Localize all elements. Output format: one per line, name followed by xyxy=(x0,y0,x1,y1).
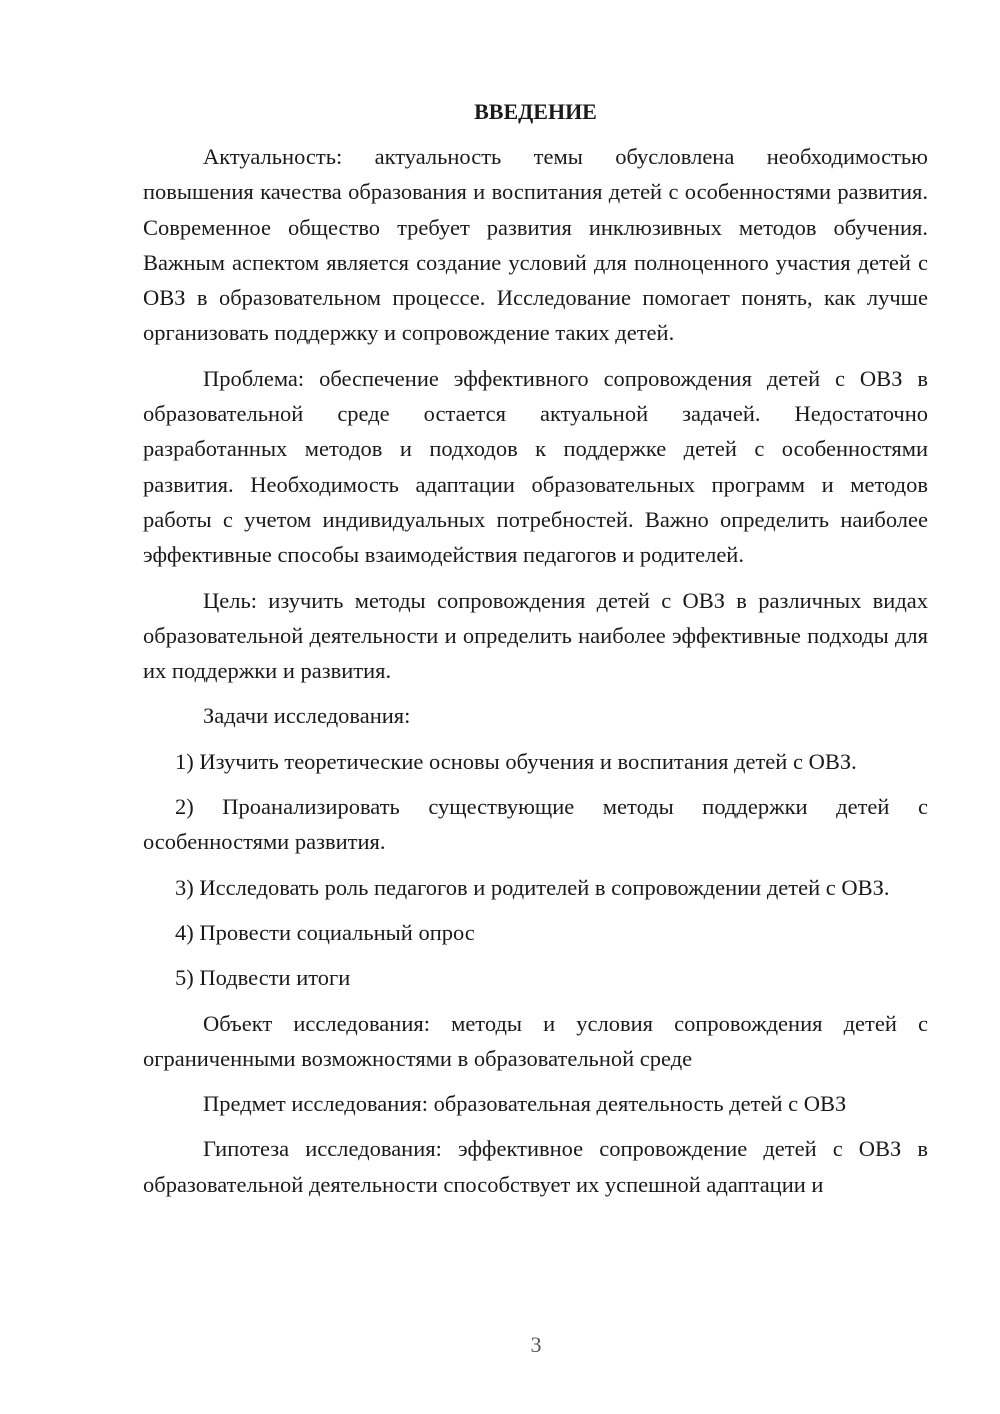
paragraph-object: Объект исследования: методы и условия сопровождения детей с ограниченными возможностями в образовательной среде xyxy=(143,1010,928,1071)
list-item: 4) Провести социальный опрос xyxy=(175,919,475,945)
paragraph-goal: Цель: изучить методы сопровождения детей с ОВЗ в различных видах образовательной деятельности и определить наиболее эффективные подходы для их поддержки и развития. xyxy=(143,587,928,684)
list-item: 1) Изучить теоретические основы обучения и воспитания детей с ОВЗ. xyxy=(175,748,857,774)
list-item: 2) Проанализировать существующие методы поддержки детей с особенностями развития. xyxy=(143,794,928,855)
list-item: 3) Исследовать роль педагогов и родителей в сопровождении детей с ОВЗ. xyxy=(175,874,890,900)
paragraph-relevance: Актуальность: актуальность темы обусловлена необходимостью повышения качества образования и воспитания детей с особенностями развития. Современное общество требует развития инклюзивных методов обучения. Важным аспектом является создание условий для полноценного участия детей с ОВЗ в образовательном процессе. Исследование помогает понять, как лучше организовать поддержку и сопровождение таких детей. xyxy=(143,144,928,346)
paragraph-problem: Проблема: обеспечение эффективного сопровождения детей с ОВЗ в образовательной среде остается актуальной задачей. Недостаточно разработанных методов и подходов к поддержке детей с особенностями развития. Необходимость адаптации образовательных программ и методов работы с учетом индивидуальных потребностей. Важно определить наиболее эффективные способы взаимодействия педагогов и родителей. xyxy=(143,365,928,568)
list-item: 5) Подвести итоги xyxy=(175,965,351,991)
page-number: 3 xyxy=(530,1332,542,1357)
page-title: ВВЕДЕНИЕ xyxy=(474,99,597,124)
document-body xyxy=(143,94,928,1212)
paragraph-subject: Предмет исследования: образовательная деятельность детей с ОВЗ xyxy=(203,1091,847,1117)
paragraph-tasks-intro: Задачи исследования: xyxy=(203,703,411,729)
paragraph-hypothesis: Гипотеза исследования: эффективное сопровождение детей с ОВЗ в образовательной деятельности способствует их успешной адаптации и xyxy=(143,1136,928,1197)
